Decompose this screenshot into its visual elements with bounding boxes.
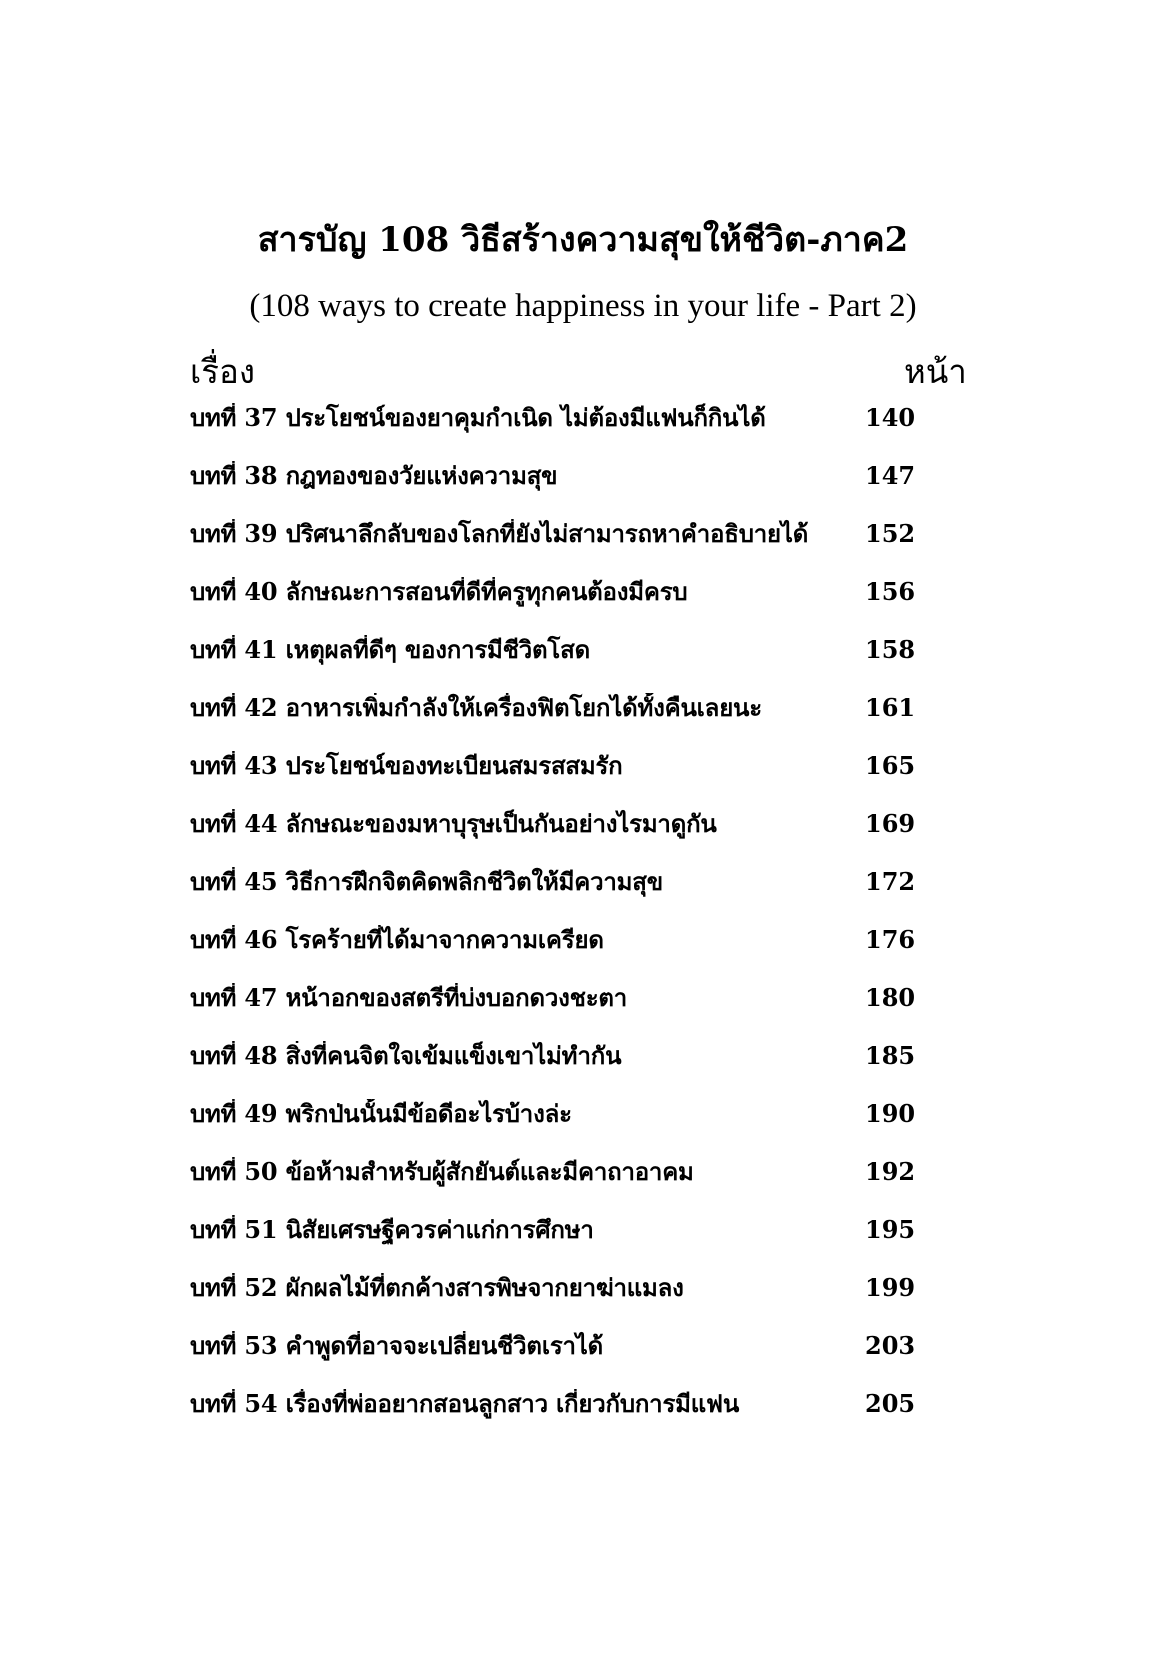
toc-entry-page: 195	[865, 1215, 916, 1244]
toc-entry-page: 147	[865, 461, 916, 490]
toc-entry-title: บทที่ 50 ข้อห้ามสำหรับผู้สักยันต์และมีคาถาอาคม	[190, 1157, 694, 1186]
toc-entry	[190, 809, 960, 867]
toc-entry	[190, 403, 960, 461]
toc-entry-page: 152	[865, 519, 916, 548]
toc-entry-page: 190	[865, 1099, 916, 1128]
toc-entry-title: บทที่ 38 กฎทองของวัยแห่งความสุข	[190, 461, 558, 490]
toc-entry-title: บทที่ 47 หน้าอกของสตรีที่บ่งบอกดวงชะตา	[190, 983, 628, 1012]
toc-entry-title: บทที่ 42 อาหารเพิ่มกำลังให้เครื่องฟิตโยกได้ทั้งคืนเลยนะ	[190, 693, 762, 722]
toc-entry-page: 203	[865, 1331, 916, 1360]
toc-entry-title: บทที่ 44 ลักษณะของมหาบุรุษเป็นกันอย่างไรมาดูกัน	[190, 809, 717, 838]
toc-entry-page: 165	[865, 751, 916, 780]
toc-entry-page: 192	[865, 1157, 916, 1186]
toc-entry	[190, 867, 960, 925]
toc-entry-title: บทที่ 49 พริกป่นนั้นมีข้อดีอะไรบ้างล่ะ	[190, 1099, 572, 1128]
toc-entry-title: บทที่ 54 เรื่องที่พ่ออยากสอนลูกสาว เกี่ยวกับการมีแฟน	[190, 1389, 740, 1418]
toc-entry	[190, 1331, 960, 1389]
toc-entry	[190, 1273, 960, 1331]
toc-entry	[190, 1157, 960, 1215]
topic-column-header: เรื่อง	[190, 352, 255, 391]
toc-entry-page: 199	[865, 1273, 916, 1302]
toc-entry-title: บทที่ 53 คำพูดที่อาจจะเปลี่ยนชีวิตเราได้	[190, 1331, 604, 1360]
toc-entry	[190, 693, 960, 751]
toc-entry	[190, 461, 960, 519]
toc-entry-title: บทที่ 37 ประโยชน์ของยาคุมกำเนิด ไม่ต้องมีแฟนก็กินได้	[190, 403, 766, 432]
toc-entry	[190, 983, 960, 1041]
toc-entry	[190, 635, 960, 693]
page-title: สารบัญ 108 วิธีสร้างความสุขให้ชีวิต-ภาค2	[257, 220, 909, 260]
toc-entry-page: 161	[865, 693, 916, 722]
toc-entry-page: 205	[865, 1389, 916, 1418]
toc-entry	[190, 1099, 960, 1157]
toc-entry	[190, 751, 960, 809]
toc-entry-title: บทที่ 43 ประโยชน์ของทะเบียนสมรสสมรัก	[190, 751, 623, 780]
toc-entry-page: 172	[865, 867, 916, 896]
toc-entry-title: บทที่ 51 นิสัยเศรษฐีควรค่าแก่การศึกษา	[190, 1215, 594, 1244]
toc-entry-page: 169	[865, 809, 916, 838]
toc-entry-title: บทที่ 46 โรคร้ายที่ได้มาจากความเครียด	[190, 925, 604, 954]
toc-entry-title: บทที่ 48 สิ่งที่คนจิตใจเข้มแข็งเขาไม่ทำกัน	[190, 1041, 622, 1070]
toc-entry-page: 180	[865, 983, 916, 1012]
toc-entry-title: บทที่ 39 ปริศนาลึกลับของโลกที่ยังไม่สามารถหาคำอธิบายได้	[190, 519, 809, 548]
toc-entry-page: 156	[865, 577, 916, 606]
toc-entry	[190, 577, 960, 635]
toc-entry-title: บทที่ 41 เหตุผลที่ดีๆ ของการมีชีวิตโสด	[190, 635, 590, 664]
toc-entry-title: บทที่ 40 ลักษณะการสอนที่ดีที่ครูทุกคนต้องมีครบ	[190, 577, 688, 606]
toc-entry	[190, 1041, 960, 1099]
toc-entry-page: 140	[865, 403, 916, 432]
page-column-header: หน้า	[904, 352, 967, 391]
toc-entry	[190, 519, 960, 577]
table-of-contents	[190, 403, 960, 1447]
toc-entry	[190, 925, 960, 983]
toc-entry-page: 185	[865, 1041, 916, 1070]
toc-entry	[190, 1389, 960, 1447]
toc-entry-title: บทที่ 45 วิธีการฝึกจิตคิดพลิกชีวิตให้มีความสุข	[190, 867, 663, 896]
page-subtitle: (108 ways to create happiness in your life - Part 2)	[249, 288, 917, 324]
toc-entry-title: บทที่ 52 ผักผลไม้ที่ตกค้างสารพิษจากยาฆ่าแมลง	[190, 1273, 684, 1302]
toc-entry	[190, 1215, 960, 1273]
toc-entry-page: 176	[865, 925, 916, 954]
toc-entry-page: 158	[865, 635, 916, 664]
